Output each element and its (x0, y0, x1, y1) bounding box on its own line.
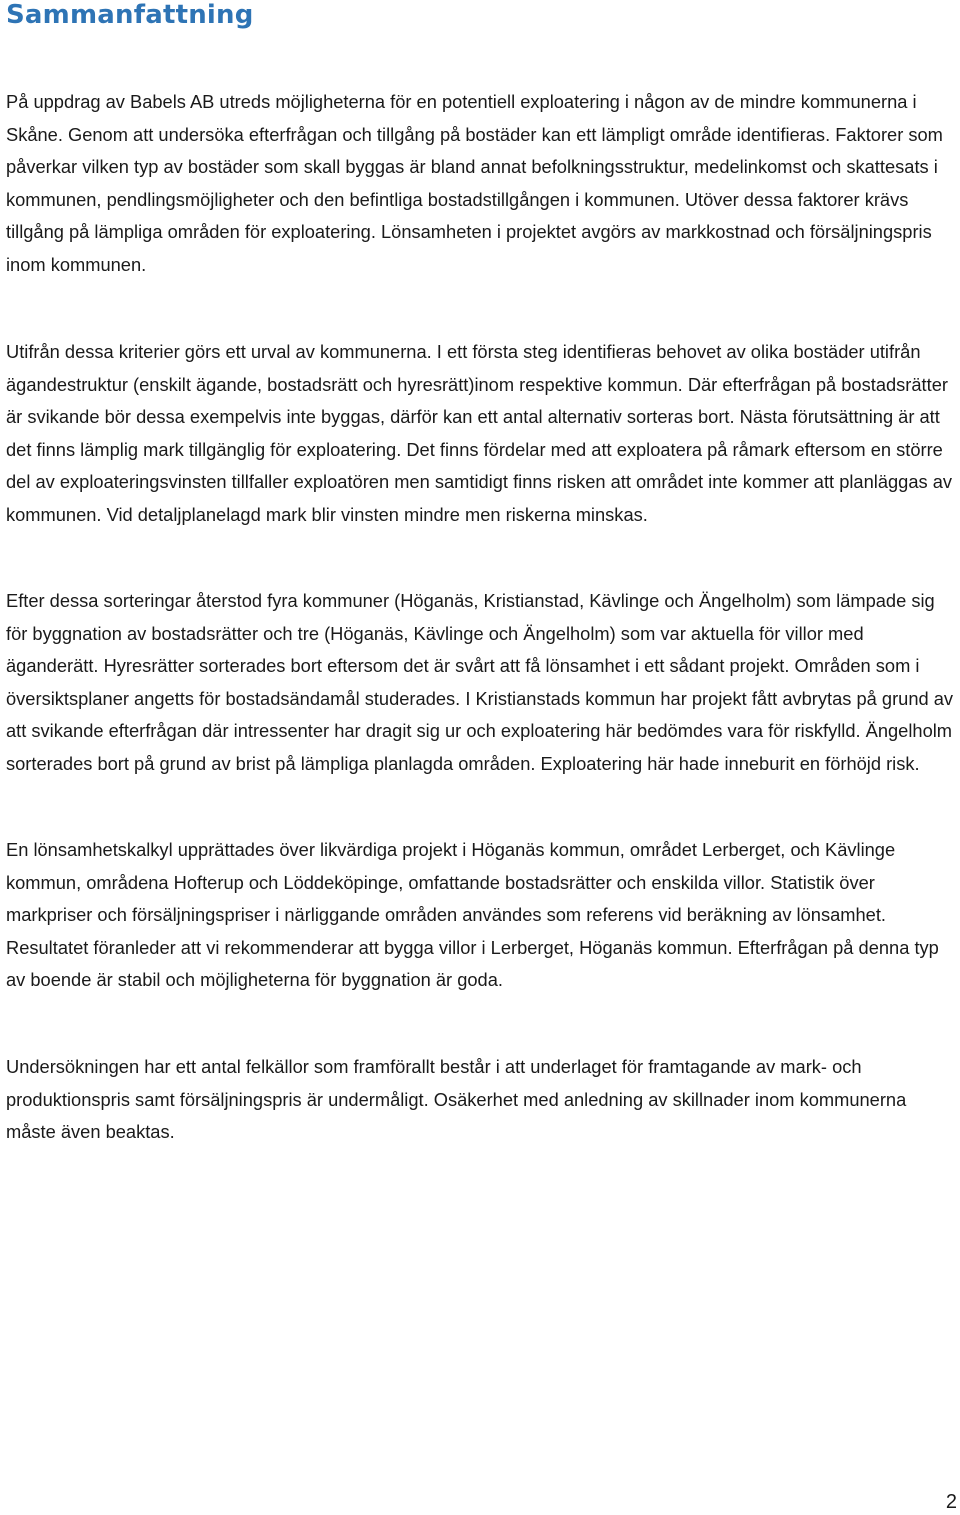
paragraph-1 (6, 86, 954, 282)
paragraph-5 (6, 1051, 954, 1149)
paragraph-2 (6, 336, 954, 532)
paragraph-text: En lönsamhetskalkyl upprättades över likvärdiga projekt i Höganäs kommun, området Lerberget, och Kävlinge kommun, områdena Hofterup och Löddeköpinge, omfattande bostadsrätter och enskilda villor. Statistik över markpriser och försäljningspriser i närliggande områden användes som referens vid beräkning av lönsamhet. Resultatet föranleder att vi rekommenderar att bygga villor i Lerberget, Höganäs kommun. Efterfrågan på denna typ av boende är stabil och möjligheterna för byggnation är goda. (6, 839, 939, 991)
page-number: 2 (945, 1491, 957, 1513)
paragraph-text: Undersökningen har ett antal felkällor som framförallt består i att underlaget för framtagande av mark- och produktionspris samt försäljningspris är undermåligt. Osäkerhet med anledning av skillnader inom kommunerna måste även beaktas. (6, 1056, 907, 1143)
page-title: Sammanfattning (6, 0, 254, 30)
paragraph-3 (6, 585, 954, 781)
paragraph-4 (6, 834, 954, 997)
paragraph-text: Utifrån dessa kriterier görs ett urval av kommunerna. I ett första steg identifieras behovet av olika bostäder utifrån ägandestruktur (enskilt ägande, bostadsrätt och hyresrätt)inom respektive kommun. Där efterfrågan på bostadsrätter är svikande bör dessa exempelvis inte byggas, därför kan ett antal alternativ sorteras bort. Nästa förutsättning är att det finns lämplig mark tillgänglig för exploatering. Det finns fördelar med att exploatera på råmark eftersom en större del av exploateringsvinsten tillfaller exploatören men samtidigt finns risken att området inte kommer att planläggas av kommunen. Vid detaljplanelagd mark blir vinsten mindre men riskerna minskas. (6, 341, 953, 525)
paragraph-text: På uppdrag av Babels AB utreds möjligheterna för en potentiell exploatering i någon av de mindre kommunerna i Skåne. Genom att undersöka efterfrågan och tillgång på bostäder kan ett lämpligt område identifieras. Faktorer som påverkar vilken typ av bostäder som skall byggas är bland annat befolkningsstruktur, medelinkomst och skattesats i kommunen, pendlingsmöjligheter och den befintliga bostadstillgången i kommunen. Utöver dessa faktorer krävs tillgång på lämpliga områden för exploatering. Lönsamheten i projektet avgörs av markkostnad och försäljningspris inom kommunen. (6, 91, 943, 275)
paragraph-text: Efter dessa sorteringar återstod fyra kommuner (Höganäs, Kristianstad, Kävlinge och Ängelholm) som lämpade sig för byggnation av bostadsrätter och tre (Höganäs, Kävlinge och Ängelholm) som var aktuella för villor med äganderätt. Hyresrätter sorterades bort eftersom det är svårt att få lönsamhet i ett sådant projekt. Områden som i översiktsplaner angetts för bostadsändamål studerades. I Kristianstads kommun har projekt fått avbrytas på grund av att svikande efterfrågan där intressenter har dragit sig ur och exploatering här bedömdes vara för riskfylld. Ängelholm sorterades bort på grund av brist på lämpliga planlagda områden. Exploatering här hade inneburit en förhöjd risk. (6, 590, 954, 774)
